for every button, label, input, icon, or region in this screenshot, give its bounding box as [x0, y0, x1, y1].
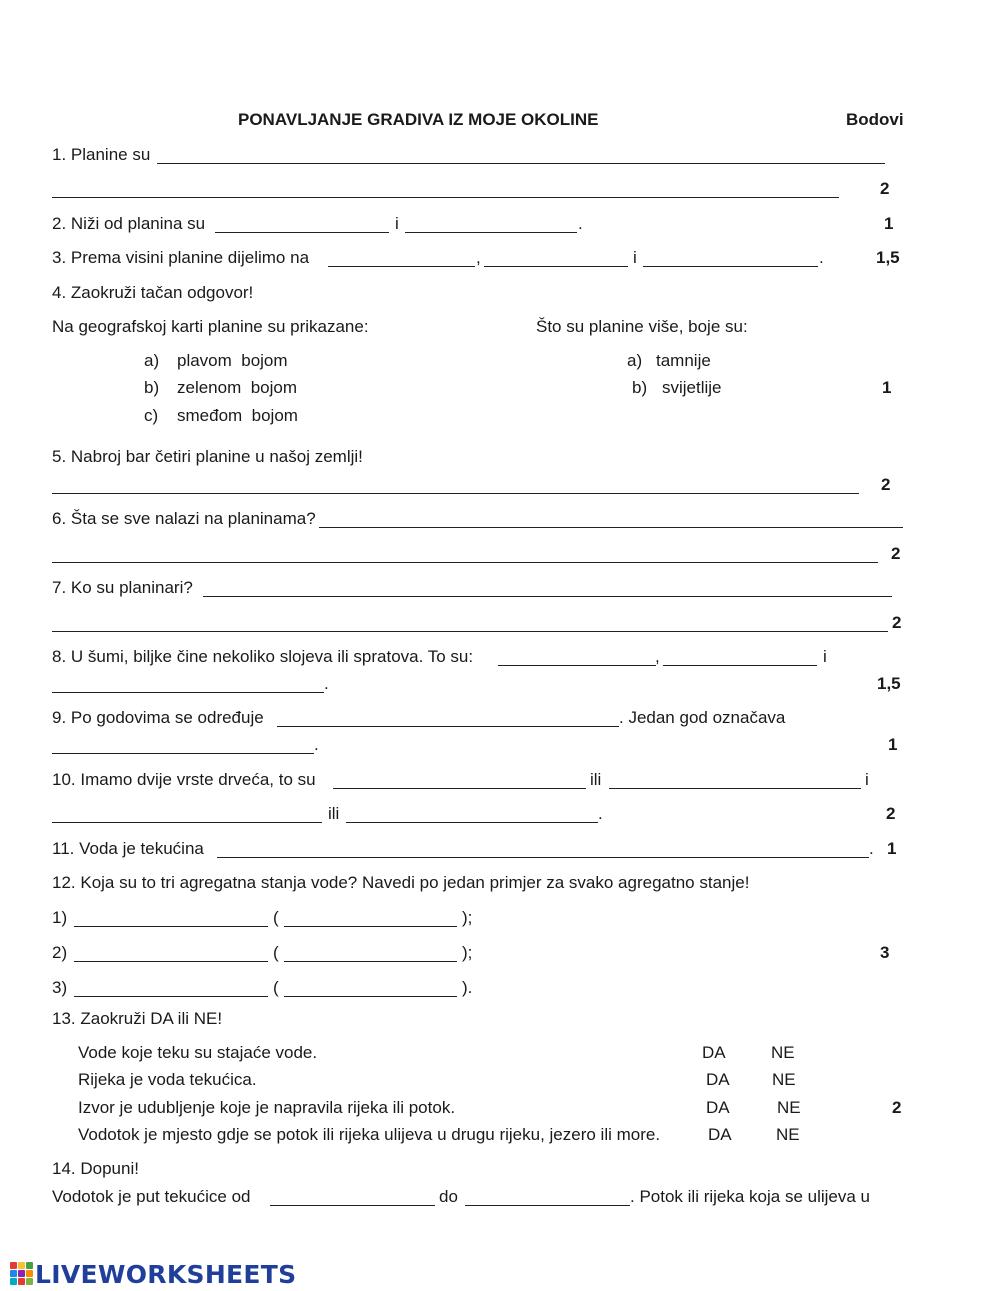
q10-or-1: ili — [590, 770, 602, 789]
q10-blank-3[interactable] — [52, 822, 322, 823]
q10-or-2: ili — [328, 804, 340, 823]
q1-answer-line-2[interactable] — [52, 197, 839, 198]
q7-answer-line-2[interactable] — [52, 631, 888, 632]
q12-row-3-close: ). — [462, 978, 473, 997]
q3-comma: , — [476, 248, 481, 267]
q12-row-1-state[interactable] — [74, 926, 268, 927]
q12-row-2-close: ); — [462, 943, 473, 962]
q11-points: 1 — [887, 839, 897, 858]
q8-comma: , — [655, 647, 660, 666]
q9-points: 1 — [888, 735, 898, 754]
q12-points: 3 — [880, 943, 890, 962]
q8-end: . — [324, 674, 329, 693]
q13-statement-3-ne[interactable]: NE — [777, 1098, 801, 1117]
q6-answer-line-2[interactable] — [52, 562, 878, 563]
q2-and: i — [395, 214, 399, 233]
q4-points: 1 — [882, 378, 892, 397]
q12-row-2-num: 2) — [52, 943, 68, 962]
q12-row-3-num: 3) — [52, 978, 68, 997]
q10-blank-2[interactable] — [609, 788, 861, 789]
q7-answer-line-1[interactable] — [203, 596, 892, 597]
q4-right-option-b-letter[interactable]: b) — [632, 378, 648, 397]
q3-text: 3. Prema visini planine dijelimo na — [52, 248, 310, 267]
q12-row-3-open: ( — [273, 978, 279, 997]
q2-end: . — [578, 214, 583, 233]
q2-points: 1 — [884, 214, 894, 233]
q4-left-option-a-letter[interactable]: a) — [144, 351, 160, 370]
q3-blank-2[interactable] — [484, 266, 628, 267]
q12-row-2-state[interactable] — [74, 961, 268, 962]
q4-left-option-b-letter[interactable]: b) — [144, 378, 160, 397]
q1-answer-line-1[interactable] — [157, 163, 885, 164]
q2-blank-2[interactable] — [405, 232, 577, 233]
q4-left-option-c[interactable]: smeđom bojom — [177, 406, 298, 425]
q12-row-1-close: ); — [462, 908, 473, 927]
q4-left-option-b[interactable]: zelenom bojom — [177, 378, 298, 397]
q12-row-2-example[interactable] — [284, 961, 457, 962]
page-title: PONAVLJANJE GRADIVA IZ MOJE OKOLINE — [238, 110, 599, 129]
q9-text: 9. Po godovima se određuje — [52, 708, 264, 727]
q13-statement-3: Izvor je udubljenje koje je napravila rijeka ili potok. — [78, 1098, 456, 1117]
q6-points: 2 — [891, 544, 901, 563]
q13-statement-2-ne[interactable]: NE — [772, 1070, 796, 1089]
q12-row-1-num: 1) — [52, 908, 68, 927]
q11-text: 11. Voda je tekućina — [52, 839, 204, 858]
q8-text: 8. U šumi, biljke čine nekoliko slojeva ili spratova. To su: — [52, 647, 474, 666]
q13-statement-2-da[interactable]: DA — [706, 1070, 730, 1089]
q12-row-1-open: ( — [273, 908, 279, 927]
q13-statement-3-da[interactable]: DA — [706, 1098, 730, 1117]
q3-end: . — [819, 248, 824, 267]
q13-statement-4: Vodotok je mjesto gdje se potok ili rijeka ulijeva u drugu rijeku, jezero ili more. — [78, 1125, 661, 1144]
q7-text: 7. Ko su planinari? — [52, 578, 193, 597]
q10-text: 10. Imamo dvije vrste drveća, to su — [52, 770, 316, 789]
q13-statement-2: Rijeka je voda tekućica. — [78, 1070, 257, 1089]
q5-text: 5. Nabroj bar četiri planine u našoj zemlji! — [52, 447, 363, 466]
q14-blank-1[interactable] — [270, 1205, 435, 1206]
q10-points: 2 — [886, 804, 896, 823]
q4-left-option-c-letter[interactable]: c) — [144, 406, 159, 425]
q13-title: 13. Zaokruži DA ili NE! — [52, 1009, 223, 1028]
q8-blank-1[interactable] — [498, 665, 656, 666]
q4-right-prompt: Što su planine više, boje su: — [536, 317, 748, 336]
q4-right-option-a[interactable]: tamnije — [656, 351, 711, 370]
q4-right-option-b[interactable]: svijetlije — [662, 378, 722, 397]
q10-blank-4[interactable] — [346, 822, 598, 823]
q5-answer-line[interactable] — [52, 493, 859, 494]
points-column-label: Bodovi — [846, 110, 904, 129]
q10-end: . — [598, 804, 603, 823]
liveworksheets-logo[interactable] — [10, 1260, 296, 1288]
q14-text: Vodotok je put tekućice od — [52, 1187, 251, 1206]
q14-suffix: . Potok ili rijeka koja se ulijeva u — [630, 1187, 871, 1206]
q13-statement-4-ne[interactable]: NE — [776, 1125, 800, 1144]
q9-end: . — [314, 735, 319, 754]
q9-mid: . Jedan god označava — [619, 708, 786, 727]
q11-answer-line[interactable] — [217, 857, 869, 858]
q11-end: . — [869, 839, 874, 858]
q13-statement-1-ne[interactable]: NE — [771, 1043, 795, 1062]
q12-row-3-example[interactable] — [284, 996, 457, 997]
q10-blank-1[interactable] — [333, 788, 586, 789]
q5-points: 2 — [881, 475, 891, 494]
q10-and: i — [865, 770, 869, 789]
q8-blank-2[interactable] — [663, 665, 817, 666]
q14-mid: do — [439, 1187, 458, 1206]
q8-and: i — [823, 647, 827, 666]
q14-blank-2[interactable] — [465, 1205, 630, 1206]
q1-points: 2 — [880, 179, 890, 198]
q8-blank-3[interactable] — [52, 692, 324, 693]
logo-text: LIVEWORKSHEETS — [35, 1259, 297, 1289]
q2-blank-1[interactable] — [215, 232, 389, 233]
q3-points: 1,5 — [876, 248, 900, 267]
q7-points: 2 — [892, 613, 902, 632]
q13-statement-1: Vode koje teku su stajaće vode. — [78, 1043, 318, 1062]
q6-text: 6. Šta se sve nalazi na planinama? — [52, 509, 316, 528]
q12-title: 12. Koja su to tri agregatna stanja vode? Navedi po jedan primjer za svako agregatno stanje! — [52, 873, 750, 892]
q4-title: 4. Zaokruži tačan odgovor! — [52, 283, 254, 302]
q13-statement-4-da[interactable]: DA — [708, 1125, 732, 1144]
q14-title: 14. Dopuni! — [52, 1159, 139, 1178]
q4-right-option-a-letter[interactable]: a) — [627, 351, 643, 370]
q12-row-2-open: ( — [273, 943, 279, 962]
q8-points: 1,5 — [877, 674, 901, 693]
q12-row-3-state[interactable] — [74, 996, 268, 997]
q9-blank-1[interactable] — [277, 726, 619, 727]
q13-points: 2 — [892, 1098, 902, 1117]
q13-statement-1-da[interactable]: DA — [702, 1043, 726, 1062]
q12-row-1-example[interactable] — [284, 926, 457, 927]
q2-text: 2. Niži od planina su — [52, 214, 206, 233]
q3-blank-3[interactable] — [643, 266, 818, 267]
q3-blank-1[interactable] — [328, 266, 475, 267]
q3-and: i — [633, 248, 637, 267]
q6-answer-line-1[interactable] — [319, 527, 903, 528]
q1-text: 1. Planine su — [52, 145, 151, 164]
logo-grid-icon — [10, 1262, 32, 1286]
q9-blank-2[interactable] — [52, 753, 314, 754]
q4-left-option-a[interactable]: plavom bojom — [177, 351, 288, 370]
q4-left-prompt: Na geografskoj karti planine su prikazane: — [52, 317, 369, 336]
